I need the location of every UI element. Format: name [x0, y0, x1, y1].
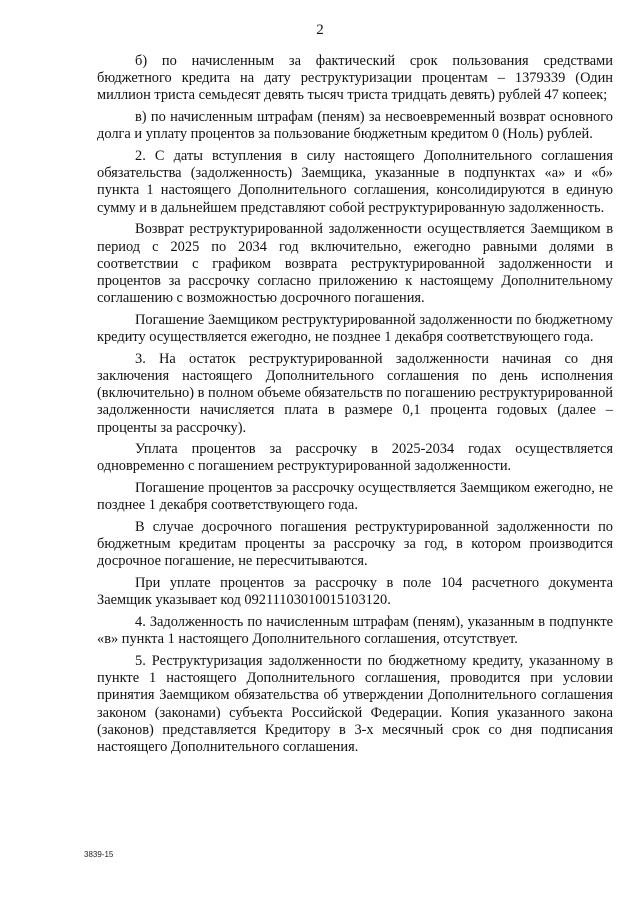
document-body — [97, 53, 613, 761]
paragraph-2: 2. С даты вступления в силу настоящего Дополнительного соглашения обязательства (задолженность) Заемщика, указанные в подпунктах «а» и «б» пункта 1 настоящего Дополнительного соглашения, консолидируются в единую сумму и в дальнейшем представляют собой реструктурированную задолженность. — [97, 148, 613, 216]
paragraph-3: 3. На остаток реструктурированной задолженности начиная со дня заключения настоящего Дополнительного соглашения по день исполнения (включительно) в полном объеме обязательств по погашению реструктурированной задолженности начисляется плата в размере 0,1 процента годовых (далее – проценты за рассрочку). — [97, 350, 613, 436]
paragraph-3-payment: Уплата процентов за рассрочку в 2025-2034 годах осуществляется одновременно с погашением реструктурированной задолженности. — [97, 441, 613, 475]
paragraph-3-payment-code: При уплате процентов за рассрочку в поле 104 расчетного документа Заемщик указывает код 09211103010015103120. — [97, 575, 613, 609]
paragraph-2-repayment: Возврат реструктурированной задолженности осуществляется Заемщиком в период с 2025 по 2034 год включительно, ежегодно равными долями в соответствии с графиком возврата реструктурированной задолженности и процентов за рассрочку согласно приложению к настоящему Дополнительному соглашению с возможностью досрочного погашения. — [97, 221, 613, 307]
footer-code: 3839-15 — [84, 850, 114, 859]
paragraph-1b: б) по начисленным за фактический срок пользования средствами бюджетного кредита на дату реструктуризации процентам – 1379339 (Один миллион триста семьдесят девять тысяч триста тридцать девять) рублей 47 копеек; — [97, 53, 613, 104]
paragraph-1v: в) по начисленным штрафам (пеням) за несвоевременный возврат основного долга и уплату процентов за пользование бюджетным кредитом 0 (Ноль) рублей. — [97, 109, 613, 143]
paragraph-5: 5. Реструктуризация задолженности по бюджетному кредиту, указанному в пункте 1 настоящего Дополнительного соглашения, проводится при условии принятия Заемщиком обязательства об утверждении Дополнительного соглашения законом (законами) субъекта Российской Федерации. Копия указанного закона (законов) представляется Кредитору в 3-х месячный срок со дня подписания настоящего Дополнительного соглашения. — [97, 653, 613, 756]
paragraph-4: 4. Задолженность по начисленным штрафам (пеням), указанным в подпункте «в» пункта 1 настоящего Дополнительного соглашения, отсутствует. — [97, 614, 613, 648]
paragraph-3-early-repayment: В случае досрочного погашения реструктурированной задолженности по бюджетным кредитам проценты за рассрочку за год, в котором производится досрочное погашение, не пересчитываются. — [97, 519, 613, 570]
paragraph-3-deadline: Погашение процентов за рассрочку осуществляется Заемщиком ежегодно, не позднее 1 декабря соответствующего года. — [97, 480, 613, 514]
paragraph-2-deadline: Погашение Заемщиком реструктурированной задолженности по бюджетному кредиту осуществляется ежегодно, не позднее 1 декабря соответствующего года. — [97, 311, 613, 346]
page-number: 2 — [316, 22, 324, 38]
